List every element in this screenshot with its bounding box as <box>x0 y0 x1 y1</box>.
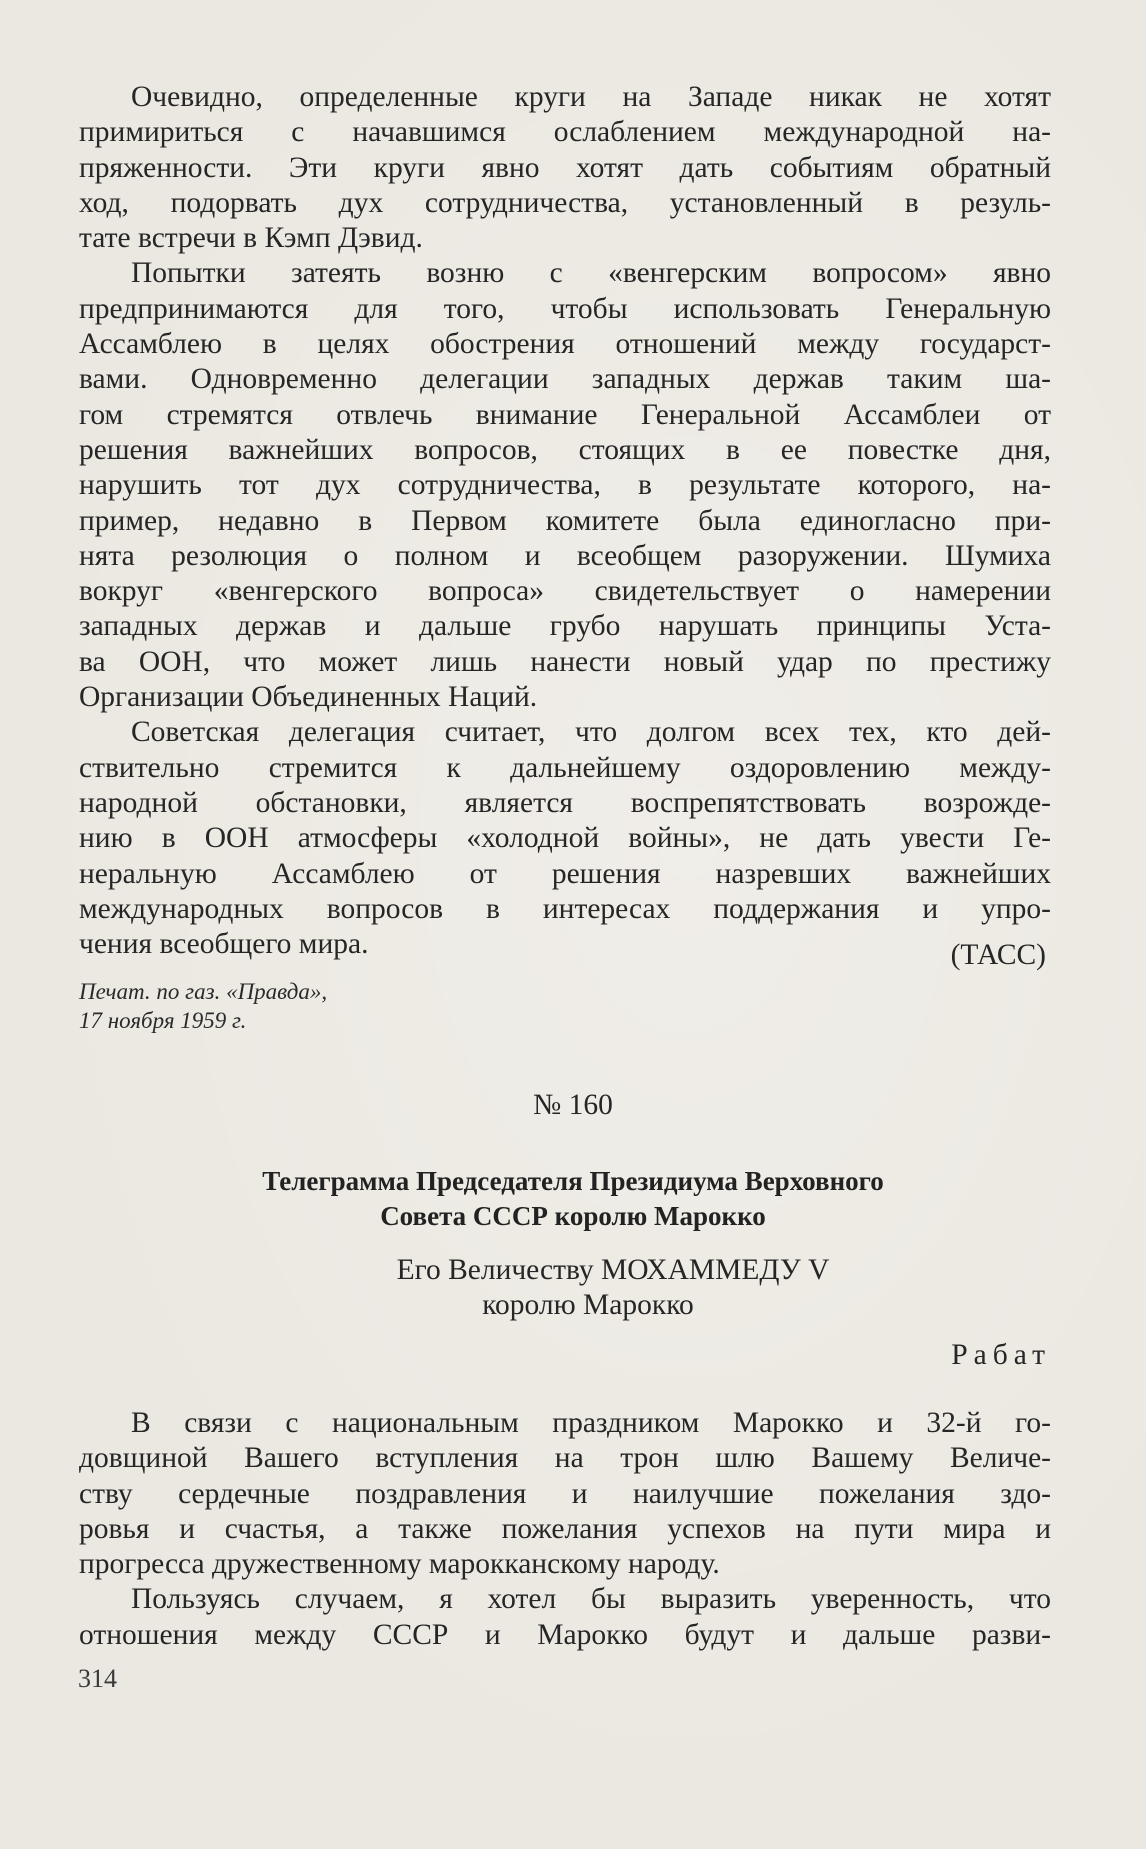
text-line: ход, подорвать дух сотрудничества, установленный в резуль- <box>79 186 1051 219</box>
text-line: Организации Объединенных Наций. <box>79 681 538 714</box>
paragraph <box>79 256 1051 715</box>
paragraph <box>79 1582 1051 1653</box>
addressee-line: королю Марокко <box>482 1289 694 1321</box>
text-line: народной обстановки, является воспрепятствовать возрожде- <box>79 786 1051 819</box>
text-line: пряженности. Эти круги явно хотят дать событиям обратный <box>79 151 1051 184</box>
text-line: отношения между СССР и Марокко будут и дальше разви- <box>79 1618 1051 1651</box>
news-agency-signature: (ТАСС) <box>950 939 1046 971</box>
paragraph <box>79 80 1051 256</box>
text-line: гом стремятся отвлечь внимание Генеральной Ассамблеи от <box>79 398 1051 431</box>
text-line: неральную Ассамблею от решения назревших важнейших <box>79 857 1051 890</box>
text-line: нарушить тот дух сотрудничества, в результате которого, на- <box>79 469 1051 502</box>
text-line: ва ООН, что может лишь нанести новый удар по престижу <box>79 645 1051 678</box>
source-line: Печат. по газ. «Правда», <box>79 979 328 1004</box>
text-line: вами. Одновременно делегации западных держав таким ша- <box>79 363 1051 396</box>
text-line: тате встречи в Кэмп Дэвид. <box>79 222 423 255</box>
text-line: Попытки затеять возню с «венгерским вопросом» явно <box>131 257 1051 290</box>
text-line: чения всеобщего мира. <box>79 928 369 961</box>
source-note <box>79 977 327 1035</box>
text-line: Ассамблею в целях обострения отношений между государст- <box>79 328 1051 361</box>
text-line: западных держав и дальше грубо нарушать принципы Уста- <box>79 610 1051 643</box>
text-line: нию в ООН атмосферы «холодной войны», не дать увести Ге- <box>79 822 1051 855</box>
paragraph <box>79 1406 1051 1582</box>
text-line: ству сердечные поздравления и наилучшие пожелания здо- <box>79 1477 1051 1510</box>
page-number: 314 <box>78 1664 117 1693</box>
paragraph <box>79 715 1051 962</box>
text-line: довщиной Вашего вступления на трон шлю Вашему Величе- <box>79 1442 1051 1475</box>
addressee <box>0 1253 1146 1323</box>
document-title <box>0 1164 1146 1234</box>
text-line: нята резолюция о полном и всеобщем разоружении. Шумиха <box>79 539 1051 572</box>
article-body-upper <box>79 80 1051 962</box>
text-line: предпринимаются для того, чтобы использовать Генеральную <box>79 292 1051 325</box>
text-line: В связи с национальным праздником Марокко и 32-й го- <box>131 1407 1051 1439</box>
document-title-line: Совета СССР королю Марокко <box>380 1201 766 1231</box>
text-line: ровья и счастья, а также пожелания успехов на пути мира и <box>79 1512 1051 1545</box>
text-line: международных вопросов в интересах поддержания и упро- <box>79 892 1051 925</box>
text-line: решения важнейших вопросов, стоящих в ее повестке дня, <box>79 433 1051 466</box>
text-line: примириться с начавшимся ослаблением международной на- <box>79 116 1051 149</box>
text-line: вокруг «венгерского вопроса» свидетельствует о намерении <box>79 575 1051 608</box>
city-name: Рабат <box>951 1339 1051 1371</box>
source-date: 17 ноября 1959 г. <box>79 1008 247 1033</box>
document-title-line: Телеграмма Председателя Президиума Верховного <box>262 1166 884 1196</box>
text-line: Пользуясь случаем, я хотел бы выразить уверенность, что <box>131 1583 1051 1616</box>
addressee-line: Его Величеству МОХАММЕДУ V <box>396 1254 830 1286</box>
text-line: прогресса дружественному марокканскому народу. <box>79 1548 720 1581</box>
text-line: ствительно стремится к дальнейшему оздоровлению между- <box>79 751 1051 784</box>
document-number: № 160 <box>533 1089 613 1121</box>
telegram-body <box>79 1406 1051 1653</box>
text-line: Очевидно, определенные круги на Западе никак не хотят <box>131 81 1051 113</box>
text-line: Советская делегация считает, что долгом всех тех, кто дей- <box>131 716 1051 749</box>
text-line: пример, недавно в Первом комитете была единогласно при- <box>79 504 1051 537</box>
